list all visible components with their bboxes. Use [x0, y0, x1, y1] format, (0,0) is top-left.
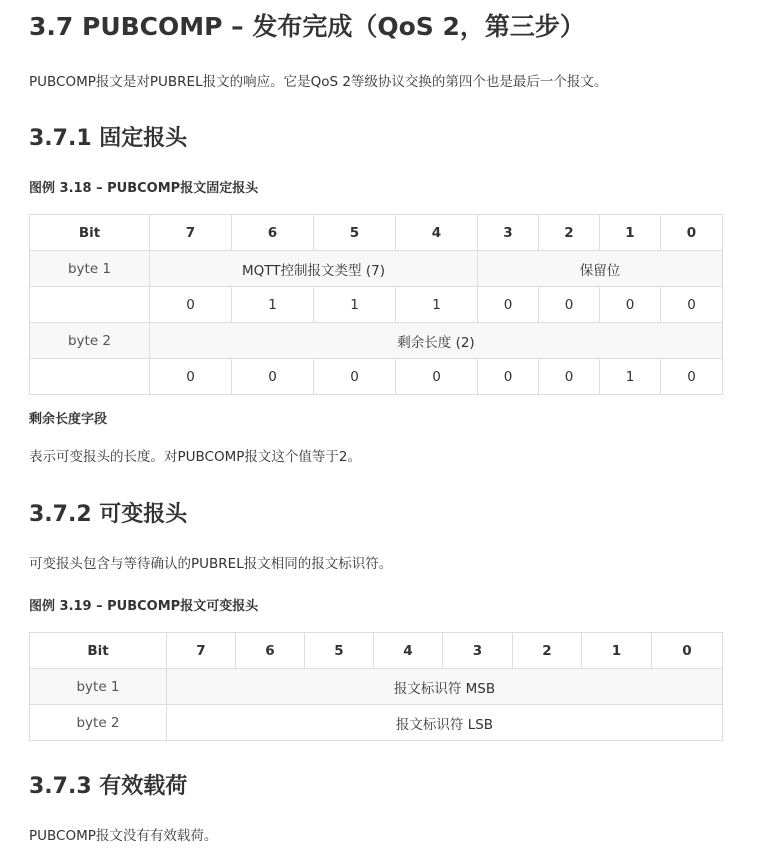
- byte1-label: byte 1: [30, 669, 167, 705]
- fixed-header-caption: 图例 3.18 – PUBCOMP报文固定报头: [29, 181, 259, 196]
- packet-id-lsb-cell: 报文标识符 LSB: [167, 705, 723, 741]
- table-header-row: [30, 633, 723, 669]
- remaining-length-field-title: 剩余长度字段: [29, 412, 108, 427]
- header-cell: 7: [167, 633, 236, 669]
- header-cell: 6: [232, 215, 314, 251]
- header-cell: 5: [305, 633, 374, 669]
- table-header-row: [30, 215, 723, 251]
- header-cell: 2: [513, 633, 582, 669]
- header-cell: 1: [582, 633, 652, 669]
- byte2-label: byte 2: [30, 705, 167, 741]
- header-cell: 1: [600, 215, 661, 251]
- table-row: [30, 705, 723, 741]
- bit-cell: 1: [396, 287, 478, 323]
- header-cell: 3: [443, 633, 513, 669]
- table-row: [30, 359, 723, 395]
- control-packet-type-cell: MQTT控制报文类型 (7): [150, 251, 478, 287]
- header-cell: Bit: [30, 633, 167, 669]
- empty-cell: [30, 287, 150, 323]
- bit-cell: 0: [478, 287, 539, 323]
- fixed-header-heading: 3.7.1 固定报头: [29, 126, 188, 151]
- fixed-header-table: [29, 214, 723, 395]
- bit-cell: 0: [150, 359, 232, 395]
- header-cell: 0: [652, 633, 723, 669]
- bit-cell: 0: [314, 359, 396, 395]
- section-title: 3.7 PUBCOMP – 发布完成（QoS 2，第三步）: [29, 12, 585, 41]
- variable-header-table: [29, 632, 723, 741]
- table-row: [30, 669, 723, 705]
- payload-heading: 3.7.3 有效载荷: [29, 774, 188, 799]
- bit-cell: 1: [600, 359, 661, 395]
- remaining-length-cell: 剩余长度 (2): [150, 323, 723, 359]
- header-cell: 0: [661, 215, 723, 251]
- header-cell: Bit: [30, 215, 150, 251]
- header-cell: 5: [314, 215, 396, 251]
- remaining-length-field-desc: 表示可变报头的长度。对PUBCOMP报文这个值等于2。: [29, 449, 361, 465]
- variable-header-desc: 可变报头包含与等待确认的PUBREL报文相同的报文标识符。: [29, 556, 393, 572]
- table-row: [30, 323, 723, 359]
- bit-cell: 1: [232, 287, 314, 323]
- bit-cell: 1: [314, 287, 396, 323]
- reserved-cell: 保留位: [478, 251, 723, 287]
- byte2-label: byte 2: [30, 323, 150, 359]
- byte1-label: byte 1: [30, 251, 150, 287]
- bit-cell: 0: [150, 287, 232, 323]
- payload-desc: PUBCOMP报文没有有效载荷。: [29, 828, 218, 844]
- header-cell: 7: [150, 215, 232, 251]
- bit-cell: 0: [396, 359, 478, 395]
- header-cell: 6: [236, 633, 305, 669]
- bit-cell: 0: [661, 287, 723, 323]
- table-row: [30, 287, 723, 323]
- header-cell: 2: [539, 215, 600, 251]
- section-intro: PUBCOMP报文是对PUBREL报文的响应。它是QoS 2等级协议交换的第四个也是最后一个报文。: [29, 74, 608, 90]
- bit-cell: 0: [661, 359, 723, 395]
- table-row: [30, 251, 723, 287]
- variable-header-heading: 3.7.2 可变报头: [29, 502, 188, 527]
- bit-cell: 0: [539, 287, 600, 323]
- packet-id-msb-cell: 报文标识符 MSB: [167, 669, 723, 705]
- empty-cell: [30, 359, 150, 395]
- bit-cell: 0: [539, 359, 600, 395]
- header-cell: 4: [374, 633, 443, 669]
- bit-cell: 0: [478, 359, 539, 395]
- bit-cell: 0: [232, 359, 314, 395]
- header-cell: 3: [478, 215, 539, 251]
- bit-cell: 0: [600, 287, 661, 323]
- header-cell: 4: [396, 215, 478, 251]
- variable-header-caption: 图例 3.19 – PUBCOMP报文可变报头: [29, 599, 259, 614]
